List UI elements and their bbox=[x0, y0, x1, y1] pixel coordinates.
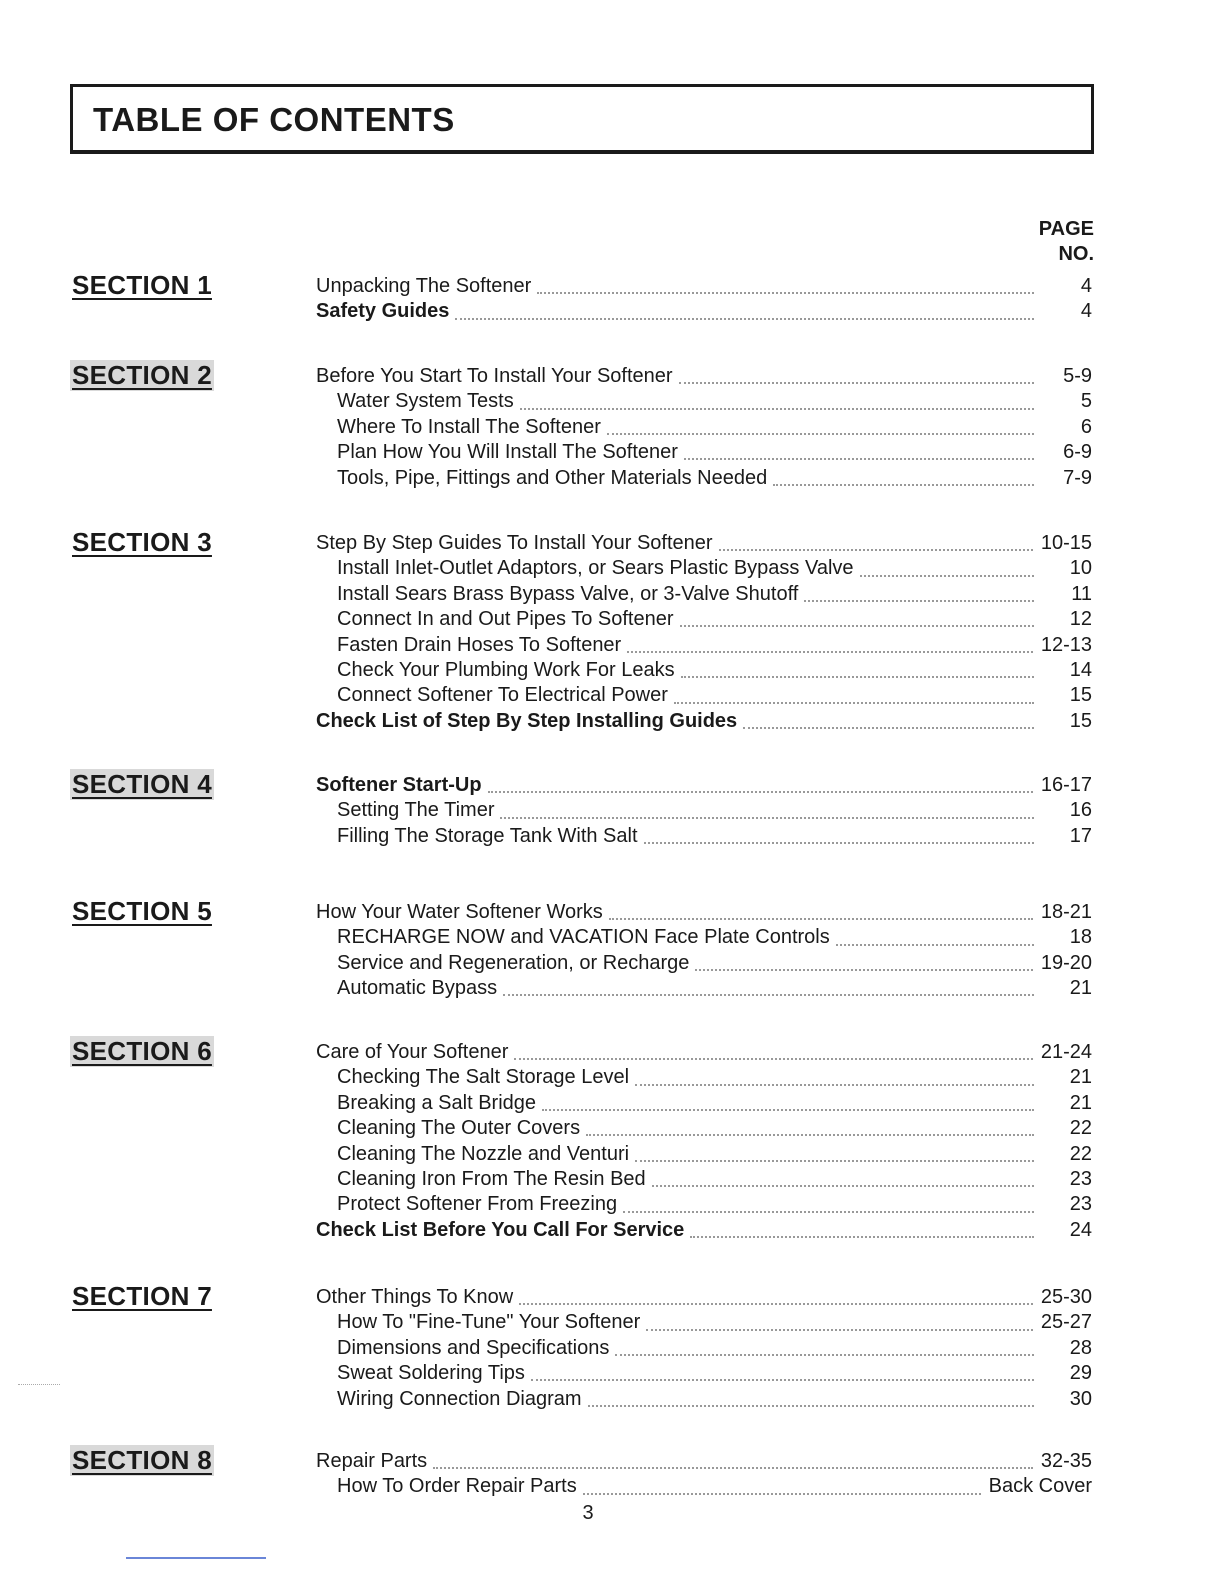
entry-title: Cleaning The Outer Covers bbox=[337, 1117, 581, 1140]
entry-title: Care of Your Softener bbox=[316, 1041, 509, 1063]
page-number-column-header bbox=[1039, 217, 1094, 267]
entry-page: 32-35 bbox=[1040, 1450, 1092, 1472]
entry-title: Dimensions and Specifications bbox=[337, 1336, 610, 1359]
dot-leader bbox=[635, 1083, 1034, 1086]
entry-page: 30 bbox=[1069, 1387, 1092, 1410]
entry-title: Sweat Soldering Tips bbox=[337, 1362, 525, 1385]
toc-entry bbox=[316, 389, 1092, 414]
entry-title: Unpacking The Softener bbox=[316, 275, 532, 297]
entry-page: 21-24 bbox=[1040, 1041, 1092, 1063]
toc-entry bbox=[316, 1449, 1092, 1474]
dot-leader bbox=[455, 317, 1034, 320]
section-entries bbox=[316, 773, 1092, 849]
entry-page: 16 bbox=[1069, 799, 1092, 822]
entry-page: 15 bbox=[1069, 709, 1092, 732]
toc-entry bbox=[316, 466, 1092, 491]
dot-leader bbox=[860, 574, 1034, 577]
entry-title: Cleaning The Nozzle and Venturi bbox=[337, 1142, 630, 1165]
entry-title: Connect In and Out Pipes To Softener bbox=[337, 608, 674, 631]
dot-leader bbox=[743, 726, 1034, 729]
toc-entry bbox=[316, 1336, 1092, 1361]
dot-leader bbox=[531, 1378, 1034, 1381]
dot-leader bbox=[588, 1404, 1034, 1407]
dot-leader bbox=[644, 841, 1034, 844]
dot-leader bbox=[680, 624, 1034, 627]
entry-page: 18-21 bbox=[1040, 901, 1092, 923]
entry-title: Before You Start To Install Your Softener bbox=[316, 365, 673, 387]
toc-entry bbox=[316, 1192, 1092, 1217]
toc-entry bbox=[316, 440, 1092, 465]
section-label: SECTION 7 bbox=[72, 1281, 212, 1311]
margin-dots bbox=[18, 1384, 60, 1385]
dot-leader bbox=[433, 1466, 1033, 1469]
entry-page: 14 bbox=[1069, 658, 1092, 681]
entry-title: Check List of Step By Step Installing Guides bbox=[316, 709, 738, 732]
entry-title: Plan How You Will Install The Softener bbox=[337, 441, 678, 464]
toc-entry bbox=[316, 658, 1092, 683]
toc-entry bbox=[316, 364, 1092, 389]
page-header-line-1: PAGE bbox=[1038, 218, 1094, 240]
toc-entry bbox=[316, 773, 1092, 798]
entry-title: Tools, Pipe, Fittings and Other Materials Needed bbox=[337, 466, 768, 489]
entry-title: Setting The Timer bbox=[337, 799, 495, 822]
dot-leader bbox=[684, 457, 1034, 460]
section-entries bbox=[316, 900, 1092, 1002]
dot-leader bbox=[519, 1302, 1033, 1305]
footer-rule bbox=[126, 1557, 266, 1559]
toc-entry bbox=[316, 951, 1092, 976]
entry-page: 24 bbox=[1069, 1218, 1092, 1241]
toc-entry bbox=[316, 274, 1092, 299]
dot-leader bbox=[542, 1108, 1034, 1111]
dot-leader bbox=[623, 1210, 1034, 1213]
page-number: 3 bbox=[582, 1502, 594, 1524]
dot-leader bbox=[520, 407, 1034, 410]
dot-leader bbox=[488, 790, 1033, 793]
page-title: TABLE OF CONTENTS bbox=[93, 101, 455, 138]
toc-entry bbox=[316, 1361, 1092, 1386]
entry-title: Check List Before You Call For Service bbox=[316, 1218, 685, 1241]
page-header-line-2: NO. bbox=[1058, 243, 1094, 265]
dot-leader bbox=[514, 1057, 1032, 1060]
entry-page: 4 bbox=[1080, 275, 1092, 297]
dot-leader bbox=[652, 1184, 1034, 1187]
entry-title: Filling The Storage Tank With Salt bbox=[337, 824, 638, 847]
entry-page: 5-9 bbox=[1063, 365, 1092, 387]
entry-page: 6-9 bbox=[1063, 441, 1092, 464]
toc-entry bbox=[316, 798, 1092, 823]
toc-entry bbox=[316, 607, 1092, 632]
dot-leader bbox=[681, 675, 1034, 678]
section-entries bbox=[316, 1449, 1092, 1500]
toc-entry bbox=[316, 1091, 1092, 1116]
entry-title: Cleaning Iron From The Resin Bed bbox=[337, 1167, 646, 1190]
entry-title: Wiring Connection Diagram bbox=[337, 1387, 582, 1410]
dot-leader bbox=[503, 993, 1034, 996]
toc-entry bbox=[316, 1116, 1092, 1141]
entry-title: Service and Regeneration, or Recharge bbox=[337, 951, 690, 974]
toc-entry bbox=[316, 633, 1092, 658]
toc-entry bbox=[316, 925, 1092, 950]
entry-page: 10 bbox=[1069, 557, 1092, 580]
entry-title: Where To Install The Softener bbox=[337, 415, 601, 438]
toc-entry bbox=[316, 1218, 1092, 1243]
dot-leader bbox=[609, 917, 1033, 920]
entry-title: How To "Fine-Tune" Your Softener bbox=[337, 1311, 641, 1334]
entry-title: Automatic Bypass bbox=[337, 977, 498, 1000]
dot-leader bbox=[674, 701, 1034, 704]
entry-page: 11 bbox=[1071, 582, 1092, 605]
toc-entry bbox=[316, 1142, 1092, 1167]
section-entries bbox=[316, 274, 1092, 325]
toc-entry bbox=[316, 1474, 1092, 1499]
entry-page: 25-30 bbox=[1040, 1286, 1092, 1308]
dot-leader bbox=[627, 650, 1033, 653]
entry-page: 18 bbox=[1069, 926, 1092, 949]
dot-leader bbox=[583, 1492, 981, 1495]
entry-page: 16-17 bbox=[1040, 774, 1092, 796]
section-entries bbox=[316, 364, 1092, 491]
dot-leader bbox=[679, 381, 1034, 384]
entry-title: Repair Parts bbox=[316, 1450, 428, 1472]
entry-page: 12-13 bbox=[1040, 633, 1092, 656]
section-label: SECTION 5 bbox=[72, 896, 212, 926]
dot-leader bbox=[615, 1353, 1034, 1356]
entry-title: How To Order Repair Parts bbox=[337, 1475, 577, 1498]
entry-title: Connect Softener To Electrical Power bbox=[337, 684, 668, 707]
toc-entry bbox=[316, 531, 1092, 556]
dot-leader bbox=[773, 483, 1034, 486]
entry-title: Softener Start-Up bbox=[316, 774, 482, 796]
entry-page: 21 bbox=[1069, 977, 1092, 1000]
dot-leader bbox=[695, 968, 1032, 971]
entry-title: How Your Water Softener Works bbox=[316, 901, 603, 923]
entry-title: Install Inlet-Outlet Adaptors, or Sears Plastic Bypass Valve bbox=[337, 557, 854, 580]
dot-leader bbox=[646, 1328, 1033, 1331]
entry-page: 22 bbox=[1069, 1142, 1092, 1165]
title-box bbox=[70, 84, 1094, 154]
toc-entry bbox=[316, 900, 1092, 925]
entry-title: Other Things To Know bbox=[316, 1286, 514, 1308]
entry-title: Install Sears Brass Bypass Valve, or 3-Valve Shutoff bbox=[337, 582, 799, 605]
entry-title: Protect Softener From Freezing bbox=[337, 1193, 618, 1216]
section-label: SECTION 1 bbox=[72, 270, 212, 300]
entry-page: 22 bbox=[1069, 1117, 1092, 1140]
toc-entry bbox=[316, 976, 1092, 1001]
entry-page: 29 bbox=[1069, 1362, 1092, 1385]
dot-leader bbox=[586, 1133, 1034, 1136]
entry-title: Fasten Drain Hoses To Softener bbox=[337, 633, 622, 656]
toc-entry bbox=[316, 1285, 1092, 1310]
entry-page: 28 bbox=[1069, 1336, 1092, 1359]
entry-title: Checking The Salt Storage Level bbox=[337, 1066, 630, 1089]
section-label: SECTION 2 bbox=[72, 360, 212, 390]
toc-entry bbox=[316, 1387, 1092, 1412]
entry-page: 15 bbox=[1069, 684, 1092, 707]
toc-entry bbox=[316, 1310, 1092, 1335]
entry-title: Step By Step Guides To Install Your Softener bbox=[316, 532, 713, 554]
entry-page: 10-15 bbox=[1040, 532, 1092, 554]
entry-title: Breaking a Salt Bridge bbox=[337, 1091, 537, 1114]
section-label: SECTION 6 bbox=[72, 1036, 212, 1066]
section-label: SECTION 4 bbox=[72, 769, 212, 799]
toc-entry bbox=[316, 824, 1092, 849]
section-entries bbox=[316, 1285, 1092, 1412]
entry-page: 5 bbox=[1080, 390, 1092, 413]
toc-entry bbox=[316, 683, 1092, 708]
toc-entry bbox=[316, 556, 1092, 581]
toc-entry bbox=[316, 299, 1092, 324]
toc-entry bbox=[316, 582, 1092, 607]
entry-page: 4 bbox=[1080, 300, 1092, 323]
dot-leader bbox=[690, 1235, 1034, 1238]
entry-page: 12 bbox=[1069, 608, 1092, 631]
dot-leader bbox=[836, 943, 1034, 946]
dot-leader bbox=[719, 548, 1033, 551]
section-label: SECTION 8 bbox=[72, 1445, 212, 1475]
toc-entry bbox=[316, 709, 1092, 734]
entry-page: 25-27 bbox=[1040, 1311, 1092, 1334]
toc-entry bbox=[316, 1065, 1092, 1090]
toc-entry bbox=[316, 1040, 1092, 1065]
entry-page: 6 bbox=[1080, 415, 1092, 438]
section-entries bbox=[316, 531, 1092, 734]
toc-entry bbox=[316, 1167, 1092, 1192]
entry-page: 23 bbox=[1069, 1193, 1092, 1216]
dot-leader bbox=[804, 599, 1034, 602]
entry-page: 7-9 bbox=[1063, 466, 1092, 489]
entry-page: 19-20 bbox=[1040, 951, 1092, 974]
toc-entry bbox=[316, 415, 1092, 440]
entry-title: Check Your Plumbing Work For Leaks bbox=[337, 658, 675, 681]
entry-page: 21 bbox=[1069, 1066, 1092, 1089]
entry-page: 23 bbox=[1069, 1167, 1092, 1190]
dot-leader bbox=[635, 1159, 1034, 1162]
entry-page: 17 bbox=[1069, 824, 1092, 847]
section-entries bbox=[316, 1040, 1092, 1243]
dot-leader bbox=[500, 816, 1034, 819]
dot-leader bbox=[537, 291, 1034, 294]
entry-page: 21 bbox=[1069, 1091, 1092, 1114]
entry-title: RECHARGE NOW and VACATION Face Plate Controls bbox=[337, 926, 830, 949]
entry-title: Safety Guides bbox=[316, 300, 450, 323]
entry-page: Back Cover bbox=[988, 1475, 1092, 1498]
section-label: SECTION 3 bbox=[72, 527, 212, 557]
dot-leader bbox=[607, 432, 1034, 435]
entry-title: Water System Tests bbox=[337, 390, 514, 413]
